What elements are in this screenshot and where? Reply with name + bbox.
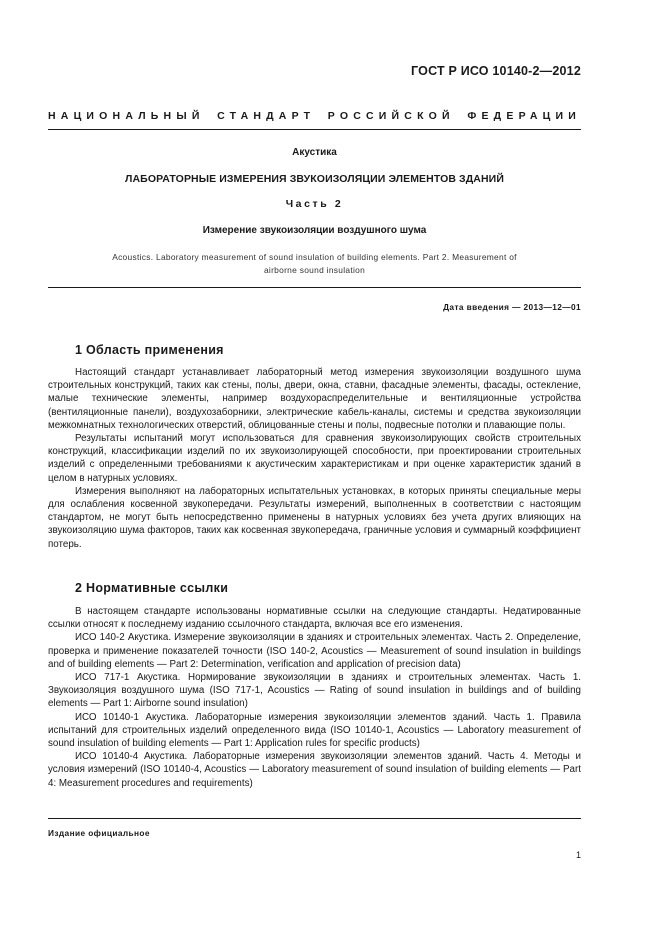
english-title (80, 251, 549, 277)
main-title: ЛАБОРАТОРНЫЕ ИЗМЕРЕНИЯ ЗВУКОИЗОЛЯЦИИ ЭЛЕМЕНТОВ ЗДАНИЙ (125, 173, 504, 185)
reference-item: ИСО 717-1 Акустика. Нормирование звукоизоляции в зданиях и строительных элементах. Часть 1. Звукоизоляция воздушного шума (ISO 717-1, Acoustics — Rating of sound insulation in buildings and of building elements — Part 1: Airborne sound insulation) (48, 672, 581, 710)
paragraph: В настоящем стандарте использованы нормативные ссылки на следующие стандарты. Недатированные ссылки относят к последнему изданию ссылочного стандарта, включая все его изменения. (48, 606, 581, 631)
part-label: Часть 2 (285, 198, 344, 210)
part-title: Измерение звукоизоляции воздушного шума (202, 225, 427, 236)
reference-item: ИСО 10140-1 Акустика. Лабораторные измерения звукоизоляции элементов зданий. Часть 1. Правила испытаний для строительных изделий определенного вида (ISO 10140-1, Acoustics — Laboratory measurement of sound insulation of building elements — Part 1: Application rules for specific products) (48, 711, 581, 750)
reference-item: ИСО 10140-4 Акустика. Лабораторные измерения звукоизоляции элементов зданий. Часть 4. Методы и условия измерений (ISO 10140-4, Acoustics — Laboratory measurement of sound insulation of building elements — Part 4: Measurement procedures and requirements) (48, 751, 581, 789)
top-rule (48, 129, 581, 130)
title-bottom-rule (48, 287, 581, 288)
section-2-heading: 2 Нормативные ссылки (75, 581, 229, 595)
national-standard-banner: НАЦИОНАЛЬНЫЙ СТАНДАРТ РОССИЙСКОЙ ФЕДЕРАЦИИ (48, 110, 581, 122)
section-2-body (48, 605, 581, 790)
english-title-line2: airborne sound insulation (263, 265, 366, 275)
reference-item: ИСО 140-2 Акустика. Измерение звукоизоляции в зданиях и строительных элементах. Часть 2. Определение, проверка и применение показателей точности (ISO 140-2, Acoustics — Measurement of sound insulation in buildings and of building elements — Part 2: Determination, verification and application of precision data) (48, 632, 581, 670)
paragraph: Настоящий стандарт устанавливает лабораторный метод измерения звукоизоляции воздушного шума строительных конструкций, таких как стены, полы, двери, окна, ставни, фасадные элементы, фасады, остекление, малые технические элементы, например воздухораспределительные и вентиляционные устройства (вентиляционные панели), воздухозаборники, электрические кабель-каналы, системы и средства звукоизоляции межкомнатных технологических отверстий, облицованные стены и полы, подвесные потолки и плавающие полы. (48, 367, 581, 431)
section-1-heading: 1 Область применения (75, 343, 224, 357)
paragraph: Результаты испытаний могут использоваться для сравнения звукоизолирующих свойств строительных конструкций, классификации изделий по их звукоизолирующей способности, при проектировании строительных изделий с определенными требованиями к акустическим характеристикам и при оценке характеристик зданий в целом в натурных условиях. (48, 433, 581, 484)
english-title-line1: Acoustics. Laboratory measurement of sound insulation of building elements. Part 2. Measurement of (112, 252, 517, 262)
paragraph: Измерения выполняют на лабораторных испытательных установках, в которых приняты специальные меры для ослабления косвенной звукопередачи. Результаты измерений, выполненных в соответствии с настоящим стандартом, не могут быть непосредственно применены в натурных условиях без учета других влияющих на звукоизоляцию шума факторов, таких как косвенная звукопередача, граничные условия и суммарный коэффициент потерь. (48, 485, 581, 550)
subject-heading: Акустика (292, 147, 337, 158)
footer-rule (48, 818, 581, 819)
document-code: ГОСТ Р ИСО 10140-2—2012 (411, 64, 581, 78)
official-edition-label: Издание официальное (48, 828, 150, 838)
introduction-date: Дата введения — 2013—12—01 (443, 302, 581, 312)
section-1-body (48, 366, 581, 551)
page-number: 1 (575, 850, 581, 860)
